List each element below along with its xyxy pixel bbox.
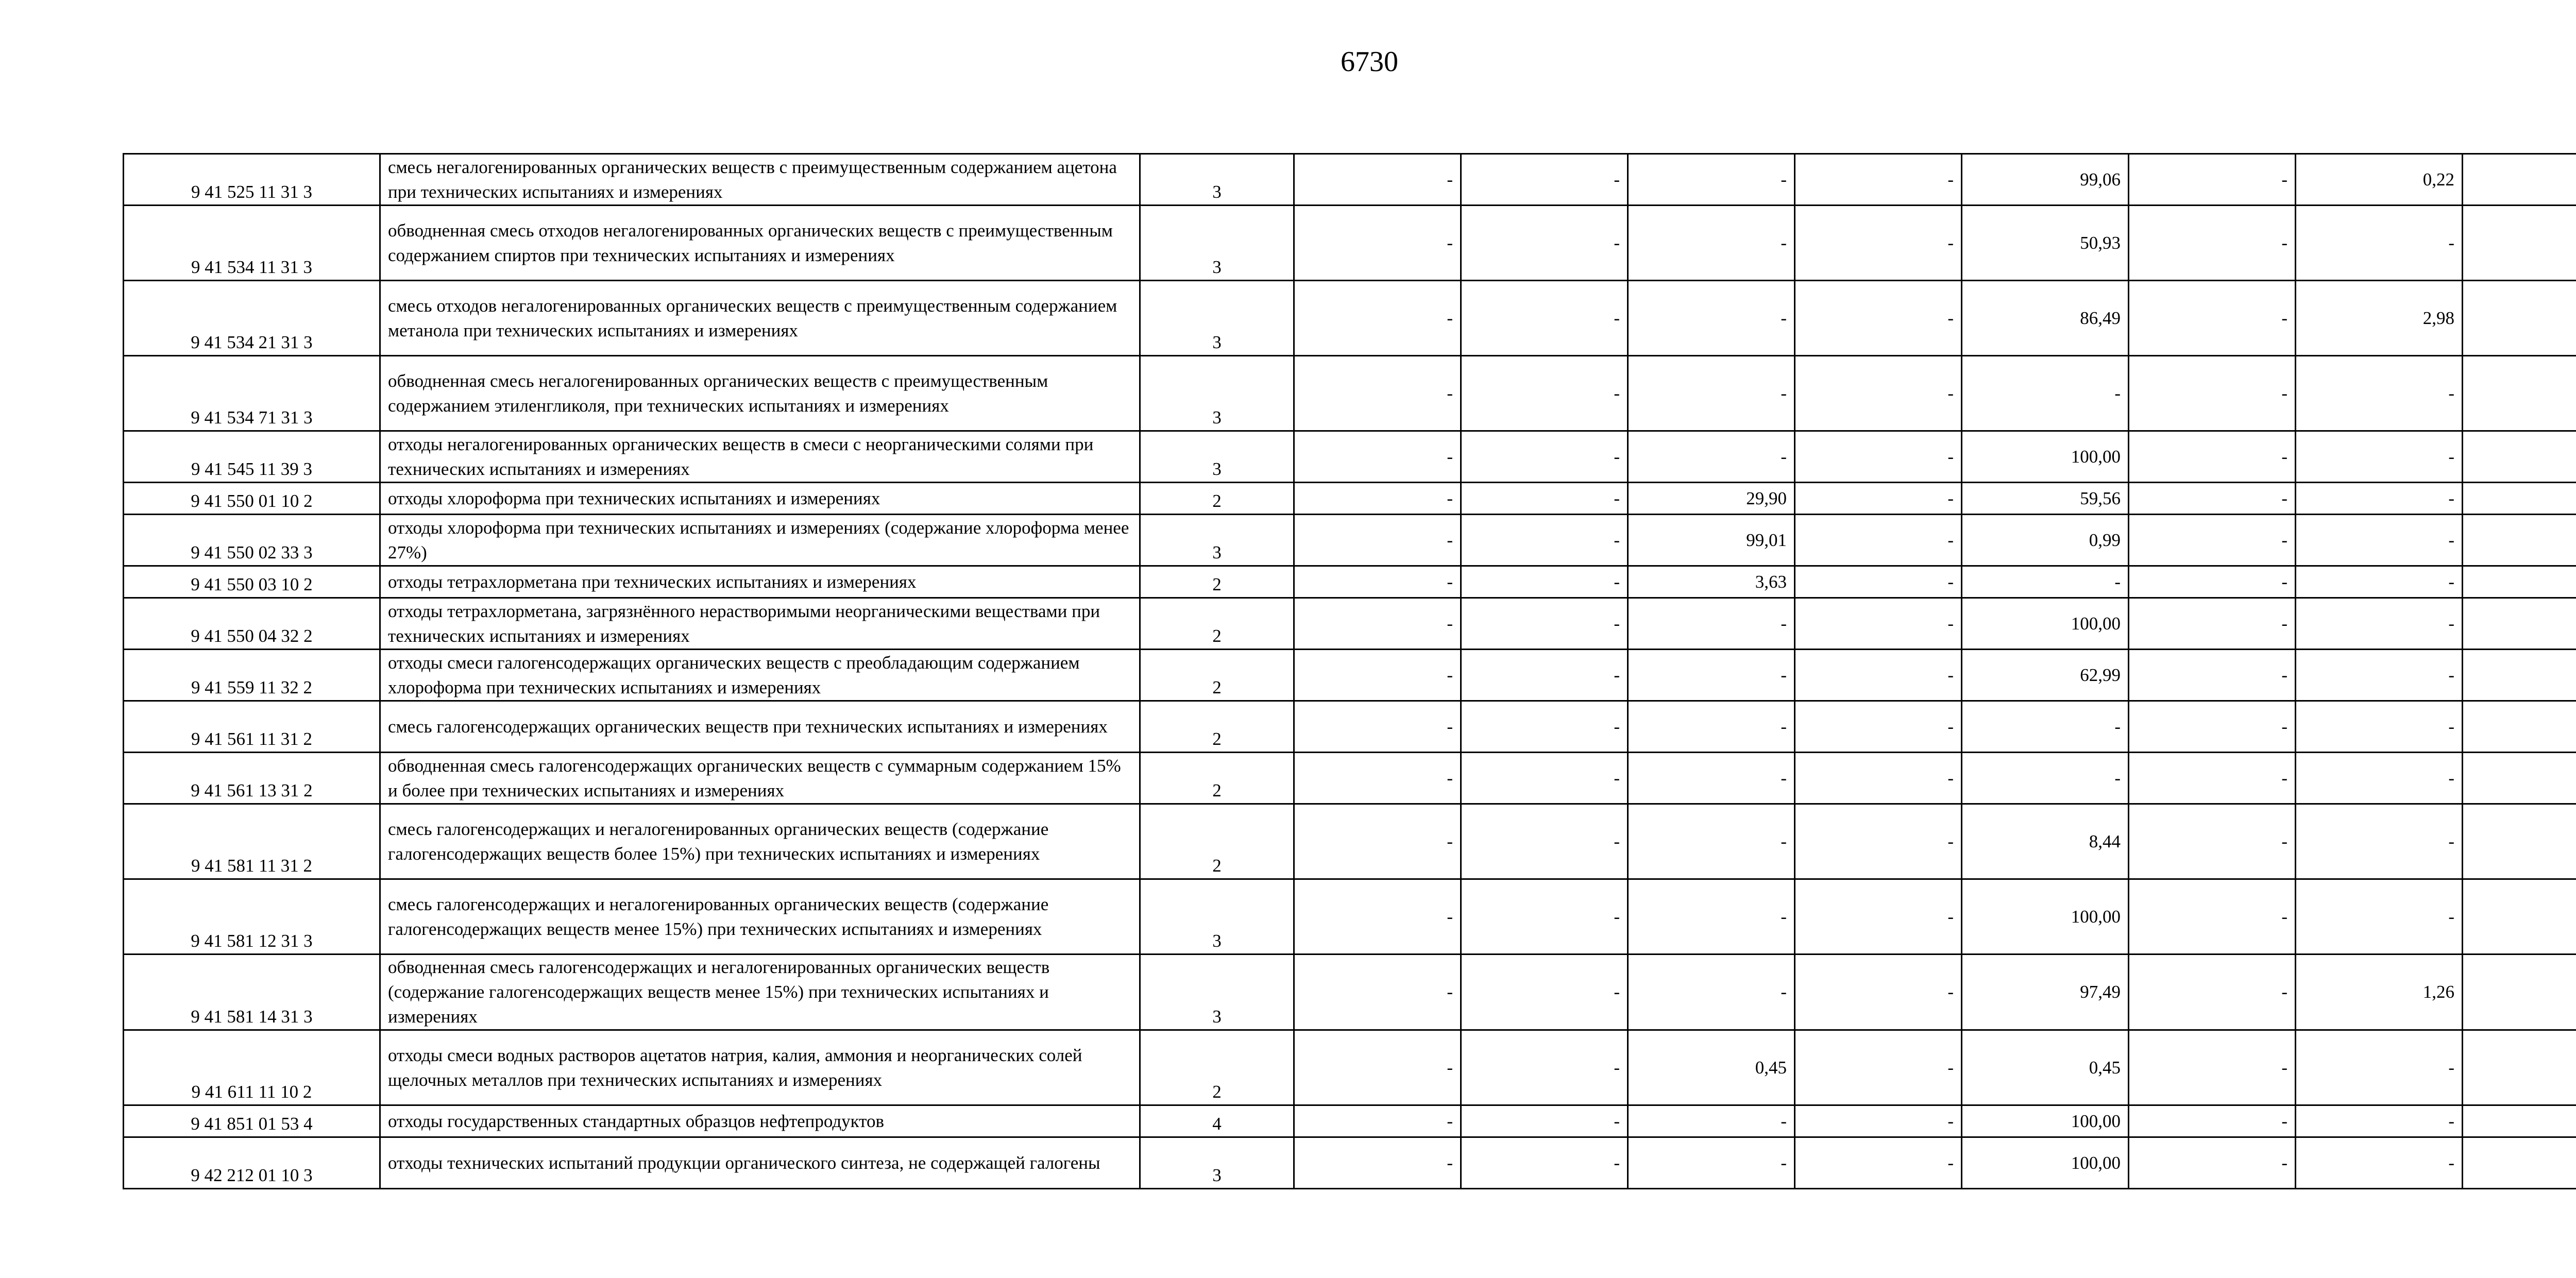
waste-name-cell: смесь галогенсодержащих органических веществ при технических испытаниях и измерениях	[380, 701, 1140, 753]
value-cell-5: 100,00	[1962, 598, 2129, 650]
value-cell-1: -	[1294, 356, 1461, 431]
value-cell-3: -	[1628, 206, 1795, 281]
waste-code-cell: 9 41 559 11 32 2	[124, 650, 380, 701]
waste-name-cell: обводненная смесь галогенсодержащих и негалогенированных органических веществ (содержание галогенсодержащих веществ менее 15%) при технических испытаниях и измерениях	[380, 955, 1140, 1030]
waste-code-cell: 9 41 581 12 31 3	[124, 879, 380, 955]
value-cell-2: -	[1461, 955, 1628, 1030]
value-cell-7: -	[2296, 879, 2463, 955]
table-row	[124, 281, 2576, 356]
value-cell-2: -	[1461, 650, 1628, 701]
value-cell-7: 0,22	[2296, 154, 2463, 206]
value-cell-6: -	[2129, 431, 2296, 483]
value-cell-7: -	[2296, 701, 2463, 753]
value-cell-7: -	[2296, 1105, 2463, 1137]
waste-code-cell: 9 41 561 13 31 2	[124, 753, 380, 804]
value-cell-1: -	[1294, 879, 1461, 955]
waste-name-cell: обводненная смесь галогенсодержащих органических веществ с суммарным содержанием 15% и более при технических испытаниях и измерениях	[380, 753, 1140, 804]
table-row	[124, 566, 2576, 598]
waste-code-cell: 9 41 534 71 31 3	[124, 356, 380, 431]
waste-name-cell: смесь негалогенированных органических веществ с преимущественным содержанием ацетона при технических испытаниях и измерениях	[380, 154, 1140, 206]
table-row	[124, 154, 2576, 206]
value-cell-5: 100,00	[1962, 879, 2129, 955]
waste-name-cell: смесь отходов негалогенированных органических веществ с преимущественным содержанием метанола при технических испытаниях и измерениях	[380, 281, 1140, 356]
waste-code-cell: 9 41 561 11 31 2	[124, 701, 380, 753]
value-cell-4: -	[1795, 356, 1962, 431]
table-row	[124, 879, 2576, 955]
value-cell-6: -	[2129, 879, 2296, 955]
value-cell-2: -	[1461, 1105, 1628, 1137]
value-cell-7: -	[2296, 650, 2463, 701]
value-cell-2: -	[1461, 1030, 1628, 1105]
table-row	[124, 515, 2576, 566]
waste-name-cell: отходы тетрахлорметана при технических испытаниях и измерениях	[380, 566, 1140, 598]
value-cell-4: -	[1795, 431, 1962, 483]
value-cell-6: -	[2129, 1105, 2296, 1137]
waste-name-cell: отходы технических испытаний продукции органического синтеза, не содержащей галогены	[380, 1137, 1140, 1189]
value-cell-1: -	[1294, 1137, 1461, 1189]
value-cell-7: -	[2296, 483, 2463, 515]
waste-name-cell: смесь галогенсодержащих и негалогенированных органических веществ (содержание галогенсодержащих веществ менее 15%) при технических испытаниях и измерениях	[380, 879, 1140, 955]
value-cell-2: -	[1461, 154, 1628, 206]
table-row	[124, 1105, 2576, 1137]
value-cell-5: 99,06	[1962, 154, 2129, 206]
value-cell-8	[2463, 356, 2576, 431]
value-cell-3: -	[1628, 1105, 1795, 1137]
value-cell-8	[2463, 483, 2576, 515]
table-row	[124, 701, 2576, 753]
value-cell-2: -	[1461, 701, 1628, 753]
value-cell-4: -	[1795, 1105, 1962, 1137]
value-cell-8	[2463, 206, 2576, 281]
hazard-class-cell: 2	[1140, 598, 1294, 650]
value-cell-3: -	[1628, 753, 1795, 804]
value-cell-1: -	[1294, 206, 1461, 281]
hazard-class-cell: 3	[1140, 879, 1294, 955]
hazard-class-cell: 4	[1140, 1105, 1294, 1137]
value-cell-8	[2463, 701, 2576, 753]
value-cell-2: -	[1461, 431, 1628, 483]
value-cell-8	[2463, 281, 2576, 356]
value-cell-6: -	[2129, 1137, 2296, 1189]
value-cell-7: -	[2296, 515, 2463, 566]
value-cell-4: -	[1795, 955, 1962, 1030]
value-cell-4: -	[1795, 804, 1962, 879]
table-row	[124, 356, 2576, 431]
value-cell-4: -	[1795, 1137, 1962, 1189]
value-cell-8	[2463, 1105, 2576, 1137]
value-cell-2: -	[1461, 566, 1628, 598]
value-cell-3: -	[1628, 650, 1795, 701]
value-cell-6: -	[2129, 281, 2296, 356]
value-cell-5: 97,49	[1962, 955, 2129, 1030]
hazard-class-cell: 3	[1140, 1137, 1294, 1189]
value-cell-3: -	[1628, 154, 1795, 206]
value-cell-5: -	[1962, 566, 2129, 598]
value-cell-3: 29,90	[1628, 483, 1795, 515]
hazard-class-cell: 3	[1140, 955, 1294, 1030]
value-cell-3: -	[1628, 701, 1795, 753]
value-cell-7: -	[2296, 598, 2463, 650]
hazard-class-cell: 3	[1140, 431, 1294, 483]
value-cell-8	[2463, 598, 2576, 650]
hazard-class-cell: 2	[1140, 566, 1294, 598]
value-cell-4: -	[1795, 515, 1962, 566]
hazard-class-cell: 3	[1140, 515, 1294, 566]
value-cell-2: -	[1461, 356, 1628, 431]
value-cell-2: -	[1461, 598, 1628, 650]
value-cell-8	[2463, 1137, 2576, 1189]
value-cell-6: -	[2129, 701, 2296, 753]
value-cell-2: -	[1461, 515, 1628, 566]
value-cell-8	[2463, 154, 2576, 206]
waste-name-cell: обводненная смесь отходов негалогенированных органических веществ с преимущественным содержанием спиртов при технических испытаниях и измерениях	[380, 206, 1140, 281]
value-cell-8	[2463, 955, 2576, 1030]
waste-name-cell: отходы смеси водных растворов ацетатов натрия, калия, аммония и неорганических солей щелочных металлов при технических испытаниях и измерениях	[380, 1030, 1140, 1105]
value-cell-5: -	[1962, 356, 2129, 431]
waste-name-cell: отходы негалогенированных органических веществ в смеси с неорганическими солями при технических испытаниях и измерениях	[380, 431, 1140, 483]
value-cell-1: -	[1294, 281, 1461, 356]
value-cell-7: 1,26	[2296, 955, 2463, 1030]
value-cell-5: 62,99	[1962, 650, 2129, 701]
value-cell-8	[2463, 753, 2576, 804]
value-cell-6: -	[2129, 206, 2296, 281]
value-cell-4: -	[1795, 650, 1962, 701]
value-cell-4: -	[1795, 483, 1962, 515]
value-cell-7: -	[2296, 1030, 2463, 1105]
value-cell-1: -	[1294, 1105, 1461, 1137]
value-cell-8	[2463, 431, 2576, 483]
value-cell-5: 59,56	[1962, 483, 2129, 515]
value-cell-1: -	[1294, 753, 1461, 804]
value-cell-5: 0,45	[1962, 1030, 2129, 1105]
value-cell-3: -	[1628, 804, 1795, 879]
value-cell-8	[2463, 879, 2576, 955]
value-cell-5: 100,00	[1962, 1105, 2129, 1137]
value-cell-7: -	[2296, 206, 2463, 281]
waste-name-cell: отходы тетрахлорметана, загрязнённого нерастворимыми неорганическими веществами при технических испытаниях и измерениях	[380, 598, 1140, 650]
hazard-class-cell: 2	[1140, 1030, 1294, 1105]
waste-code-cell: 9 41 534 11 31 3	[124, 206, 380, 281]
value-cell-6: -	[2129, 566, 2296, 598]
waste-registry-table	[123, 153, 2576, 1189]
value-cell-5: 50,93	[1962, 206, 2129, 281]
value-cell-2: -	[1461, 804, 1628, 879]
table-row	[124, 431, 2576, 483]
value-cell-1: -	[1294, 566, 1461, 598]
hazard-class-cell: 2	[1140, 483, 1294, 515]
waste-code-cell: 9 41 550 01 10 2	[124, 483, 380, 515]
value-cell-6: -	[2129, 804, 2296, 879]
value-cell-5: -	[1962, 701, 2129, 753]
value-cell-3: 0,45	[1628, 1030, 1795, 1105]
value-cell-1: -	[1294, 154, 1461, 206]
value-cell-3: -	[1628, 1137, 1795, 1189]
value-cell-5: -	[1962, 753, 2129, 804]
value-cell-7: -	[2296, 356, 2463, 431]
value-cell-1: -	[1294, 701, 1461, 753]
value-cell-7: -	[2296, 753, 2463, 804]
value-cell-4: -	[1795, 566, 1962, 598]
value-cell-7: 2,98	[2296, 281, 2463, 356]
value-cell-5: 8,44	[1962, 804, 2129, 879]
value-cell-6: -	[2129, 650, 2296, 701]
waste-name-cell: отходы государственных стандартных образцов нефтепродуктов	[380, 1105, 1140, 1137]
value-cell-5: 100,00	[1962, 431, 2129, 483]
waste-name-cell: отходы смеси галогенсодержащих органических веществ с преобладающим содержанием хлороформа при технических испытаниях и измерениях	[380, 650, 1140, 701]
value-cell-2: -	[1461, 1137, 1628, 1189]
value-cell-4: -	[1795, 598, 1962, 650]
waste-code-cell: 9 41 534 21 31 3	[124, 281, 380, 356]
value-cell-4: -	[1795, 701, 1962, 753]
value-cell-6: -	[2129, 955, 2296, 1030]
table-row	[124, 598, 2576, 650]
value-cell-8	[2463, 515, 2576, 566]
value-cell-1: -	[1294, 804, 1461, 879]
table-row	[124, 483, 2576, 515]
value-cell-6: -	[2129, 154, 2296, 206]
hazard-class-cell: 3	[1140, 281, 1294, 356]
value-cell-1: -	[1294, 431, 1461, 483]
value-cell-3: 3,63	[1628, 566, 1795, 598]
value-cell-6: -	[2129, 1030, 2296, 1105]
table-row	[124, 650, 2576, 701]
value-cell-5: 100,00	[1962, 1137, 2129, 1189]
value-cell-1: -	[1294, 955, 1461, 1030]
value-cell-1: -	[1294, 650, 1461, 701]
value-cell-2: -	[1461, 281, 1628, 356]
value-cell-1: -	[1294, 598, 1461, 650]
value-cell-4: -	[1795, 154, 1962, 206]
value-cell-8	[2463, 1030, 2576, 1105]
hazard-class-cell: 2	[1140, 753, 1294, 804]
value-cell-6: -	[2129, 598, 2296, 650]
waste-name-cell: обводненная смесь негалогенированных органических веществ с преимущественным содержанием этиленгликоля, при технических испытаниях и измерениях	[380, 356, 1140, 431]
value-cell-3: -	[1628, 598, 1795, 650]
value-cell-5: 0,99	[1962, 515, 2129, 566]
waste-code-cell: 9 41 550 04 32 2	[124, 598, 380, 650]
waste-name-cell: отходы хлороформа при технических испытаниях и измерениях (содержание хлороформа менее 27%)	[380, 515, 1140, 566]
hazard-class-cell: 2	[1140, 804, 1294, 879]
value-cell-3: -	[1628, 281, 1795, 356]
hazard-class-cell: 3	[1140, 206, 1294, 281]
waste-code-cell: 9 41 581 11 31 2	[124, 804, 380, 879]
value-cell-2: -	[1461, 206, 1628, 281]
value-cell-6: -	[2129, 483, 2296, 515]
value-cell-3: -	[1628, 955, 1795, 1030]
value-cell-8	[2463, 650, 2576, 701]
value-cell-4: -	[1795, 879, 1962, 955]
hazard-class-cell: 3	[1140, 154, 1294, 206]
value-cell-8	[2463, 804, 2576, 879]
value-cell-5: 86,49	[1962, 281, 2129, 356]
value-cell-1: -	[1294, 515, 1461, 566]
value-cell-7: -	[2296, 804, 2463, 879]
value-cell-3: -	[1628, 431, 1795, 483]
hazard-class-cell: 3	[1140, 356, 1294, 431]
value-cell-4: -	[1795, 206, 1962, 281]
waste-code-cell: 9 41 550 02 33 3	[124, 515, 380, 566]
value-cell-2: -	[1461, 483, 1628, 515]
table-row	[124, 955, 2576, 1030]
table-row	[124, 1030, 2576, 1105]
waste-code-cell: 9 41 545 11 39 3	[124, 431, 380, 483]
value-cell-2: -	[1461, 753, 1628, 804]
table-row	[124, 804, 2576, 879]
waste-name-cell: смесь галогенсодержащих и негалогенированных органических веществ (содержание галогенсодержащих веществ более 15%) при технических испытаниях и измерениях	[380, 804, 1140, 879]
value-cell-3: -	[1628, 879, 1795, 955]
value-cell-7: -	[2296, 431, 2463, 483]
value-cell-8	[2463, 566, 2576, 598]
value-cell-6: -	[2129, 515, 2296, 566]
value-cell-1: -	[1294, 1030, 1461, 1105]
value-cell-4: -	[1795, 1030, 1962, 1105]
table-row	[124, 1137, 2576, 1189]
value-cell-3: -	[1628, 356, 1795, 431]
value-cell-2: -	[1461, 879, 1628, 955]
value-cell-6: -	[2129, 753, 2296, 804]
hazard-class-cell: 2	[1140, 650, 1294, 701]
value-cell-3: 99,01	[1628, 515, 1795, 566]
waste-code-cell: 9 41 550 03 10 2	[124, 566, 380, 598]
value-cell-7: -	[2296, 1137, 2463, 1189]
value-cell-6: -	[2129, 356, 2296, 431]
page-number: 6730	[1341, 46, 1398, 78]
value-cell-1: -	[1294, 483, 1461, 515]
waste-name-cell: отходы хлороформа при технических испытаниях и измерениях	[380, 483, 1140, 515]
table-body	[124, 154, 2576, 1189]
table-row	[124, 753, 2576, 804]
hazard-class-cell: 2	[1140, 701, 1294, 753]
value-cell-7: -	[2296, 566, 2463, 598]
table-row	[124, 206, 2576, 281]
waste-code-cell: 9 41 851 01 53 4	[124, 1105, 380, 1137]
waste-code-cell: 9 41 611 11 10 2	[124, 1030, 380, 1105]
waste-code-cell: 9 41 581 14 31 3	[124, 955, 380, 1030]
value-cell-4: -	[1795, 753, 1962, 804]
waste-code-cell: 9 41 525 11 31 3	[124, 154, 380, 206]
value-cell-4: -	[1795, 281, 1962, 356]
waste-code-cell: 9 42 212 01 10 3	[124, 1137, 380, 1189]
